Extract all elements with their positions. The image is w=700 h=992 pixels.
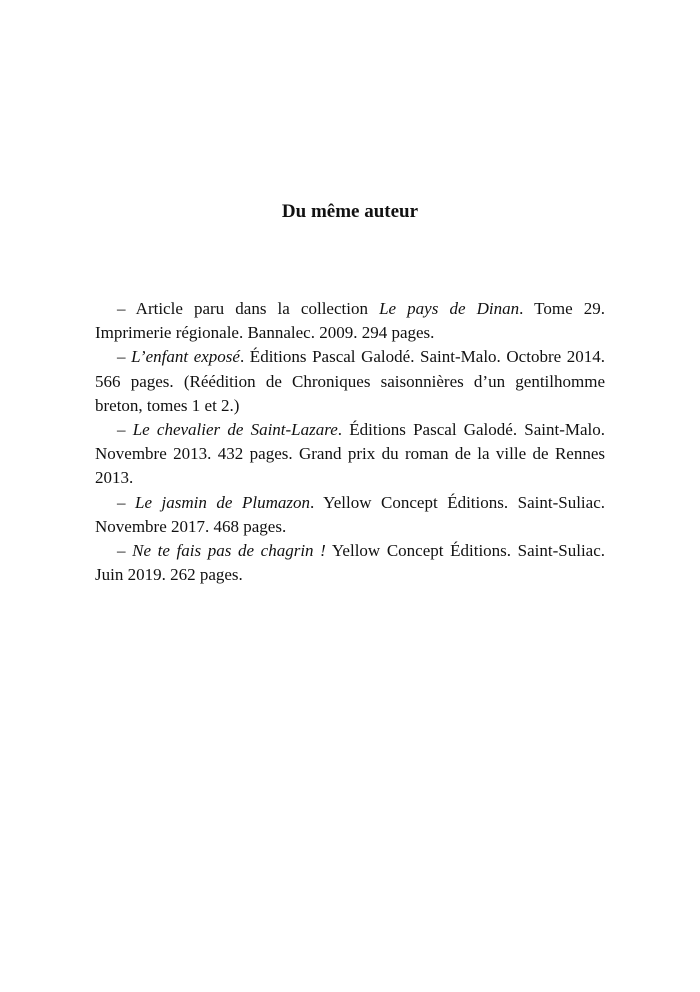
bibliography-entry-chevalier [95,418,605,491]
bibliography-entry-jasmin [95,491,605,539]
bibliography-entry-enfant-expose [95,345,605,418]
entry-prefix: – [117,492,136,512]
entry-title: L’enfant exposé [131,347,240,367]
entry-prefix: – [117,420,133,440]
bibliography-entry-article [95,297,605,345]
entry-title: Le chevalier de Saint-Lazare [132,420,338,440]
entry-title: Ne te fais pas de chagrin ! [132,541,326,561]
bibliography-list [95,297,605,587]
entry-prefix: – [117,347,132,367]
entry-details: . Éditions Pascal Galodé. Saint-Malo. Novembre 2013. 432 pages. Grand prix du roman de la ville de Rennes 2013. [95,420,606,488]
entry-title: Le pays de Dinan [379,299,520,318]
entry-details: . Tome 29. Imprimerie régionale. Bannalec. 2009. 294 pages. [95,299,605,343]
bibliography-entry-chagrin [95,539,605,587]
entry-details: Yellow Concept Éditions. Saint-Suliac. Juin 2019. 262 pages. [95,541,606,585]
entry-prefix: – [117,541,133,561]
page-title: Du même auteur [281,201,419,222]
entry-title: Le jasmin de Plumazon [135,492,310,512]
entry-details: . Yellow Concept Éditions. Saint-Suliac. Novembre 2017. 468 pages. [95,492,605,536]
entry-prefix: – Article paru dans la collection [117,299,380,318]
entry-details: . Éditions Pascal Galodé. Saint-Malo. Octobre 2014. 566 pages. (Réédition de Chroniques saisonnières d’un gentilhomme breton, tomes 1 et 2.) [95,347,606,415]
